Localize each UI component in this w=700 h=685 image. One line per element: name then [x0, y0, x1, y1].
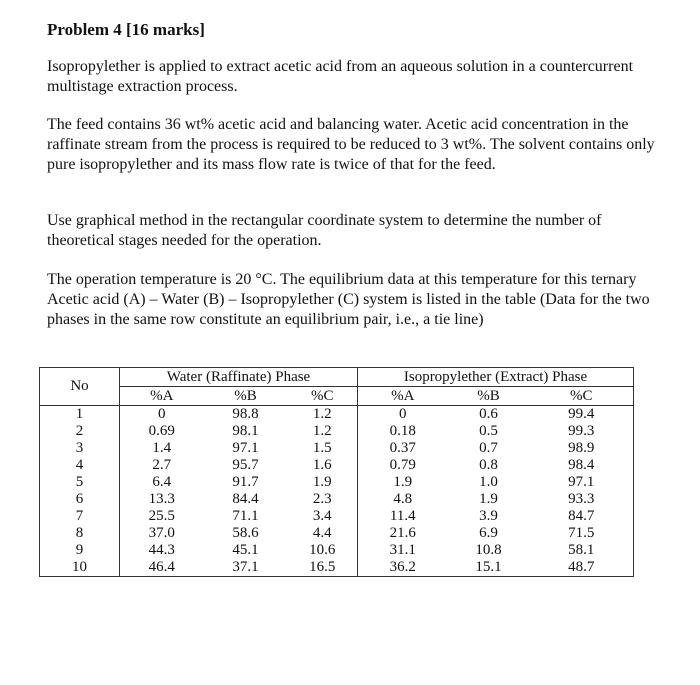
no-header: No — [40, 368, 120, 406]
intro-paragraph: Isopropylether is applied to extract acetic acid from an aqueous solution in a countercurrent multistage extraction process. — [47, 58, 634, 95]
table-cell: 1.6 — [288, 457, 358, 474]
table-cell: 6.4 — [152, 474, 172, 490]
table-cell: 11.4 — [389, 508, 416, 524]
subheader-extract-c: %C — [530, 387, 634, 406]
subheader-raffinate-c: %C — [288, 387, 358, 406]
table-cell: 97.1 — [232, 440, 259, 456]
row-number-cell: 6 — [40, 491, 120, 508]
table-cell: 36.2 — [358, 559, 448, 577]
table-cell: 58.6 — [232, 525, 259, 541]
table-cell: 37.0 — [148, 525, 175, 541]
table-cell: 1.2 — [288, 406, 358, 424]
table-cell: 1.9 — [479, 491, 498, 507]
table-row — [40, 491, 634, 508]
table-cell: 98.9 — [530, 440, 634, 457]
table-cell: 99.4 — [530, 406, 634, 424]
table-row — [40, 457, 634, 474]
table-cell: 95.7 — [232, 457, 259, 473]
table-cell: 97.1 — [530, 474, 634, 491]
table-cell: 46.4 — [120, 559, 204, 577]
table-cell: 98.4 — [530, 457, 634, 474]
table-cell: 1.2 — [288, 423, 358, 440]
table-cell: 98.8 — [232, 406, 259, 422]
table-cell: 6.9 — [479, 525, 498, 541]
table-cell: 0 — [158, 406, 166, 422]
table-row — [40, 559, 634, 577]
table-cell: 91.7 — [232, 474, 259, 490]
table-cell: 25.5 — [148, 508, 175, 524]
row-number-cell: 4 — [40, 457, 120, 474]
table-cell: 48.7 — [530, 559, 634, 577]
table-cell: 10.6 — [288, 542, 358, 559]
table-row — [40, 423, 634, 440]
table-row — [40, 542, 634, 559]
table-cell: 31.1 — [389, 542, 416, 558]
row-number-cell: 9 — [40, 542, 120, 559]
table-cell: 0.37 — [389, 440, 416, 456]
subheader-extract-b: %B — [448, 387, 530, 406]
table-cell: 1.4 — [152, 440, 172, 456]
row-number-cell: 10 — [40, 559, 120, 577]
table-cell: 93.3 — [530, 491, 634, 508]
table-body — [40, 406, 634, 577]
table-cell: 0.69 — [148, 423, 175, 439]
equilibrium-paragraph: The operation temperature is 20 °C. The equilibrium data at this temperature for this ternary Acetic acid (A) – Water (B) – Isopropylether (C) system is listed in the table (Data for the two phases in the same row constitute an equilibrium pair, i.e., a tie line) — [47, 271, 650, 328]
table-cell: 2.3 — [288, 491, 358, 508]
table-cell: 1.9 — [288, 474, 358, 491]
table-cell: 21.6 — [389, 525, 416, 541]
table-cell: 84.4 — [232, 491, 259, 507]
subheader-raffinate-a: %A — [120, 387, 204, 406]
row-number-cell: 3 — [40, 440, 120, 457]
table-cell: 0.18 — [389, 423, 416, 439]
table-cell: 71.5 — [530, 525, 634, 542]
table-cell: 0.5 — [479, 423, 498, 439]
feed-paragraph: The feed contains 36 wt% acetic acid and balancing water. Acetic acid concentration in the raffinate stream from the process is required to be reduced to 3 wt%. The solvent contains only pure isopropylether and its mass flow rate is twice of that for the feed. — [47, 116, 655, 173]
extract-phase-header: Isopropylether (Extract) Phase — [358, 368, 634, 387]
table-cell: 0.7 — [479, 440, 498, 456]
row-number-cell: 8 — [40, 525, 120, 542]
problem-title: Problem 4 [16 marks] — [47, 20, 205, 39]
table-cell: 13.3 — [148, 491, 175, 507]
table-cell: 58.1 — [530, 542, 634, 559]
table-cell: 16.5 — [288, 559, 358, 577]
table-cell: 15.1 — [448, 559, 530, 577]
table-cell: 1.0 — [479, 474, 498, 490]
table-cell: 2.7 — [152, 457, 172, 473]
subheader-raffinate-b: %B — [204, 387, 288, 406]
table-row — [40, 440, 634, 457]
table-cell: 4.4 — [288, 525, 358, 542]
equilibrium-table — [39, 367, 634, 577]
table-cell: 3.4 — [288, 508, 358, 525]
table-cell: 71.1 — [232, 508, 259, 524]
table-cell: 99.3 — [530, 423, 634, 440]
table-cell: 0.6 — [479, 406, 498, 422]
raffinate-phase-header: Water (Raffinate) Phase — [120, 368, 358, 387]
row-number-cell: 2 — [40, 423, 120, 440]
table-cell: 1.5 — [288, 440, 358, 457]
table-row — [40, 508, 634, 525]
table-cell: 0.8 — [479, 457, 498, 473]
table-cell: 45.1 — [232, 542, 259, 558]
table-row — [40, 406, 634, 424]
table-cell: 98.1 — [232, 423, 259, 439]
row-number-cell: 5 — [40, 474, 120, 491]
table-cell: 4.8 — [393, 491, 413, 507]
table-cell: 1.9 — [393, 474, 413, 490]
subheader-extract-a: %A — [358, 387, 448, 406]
method-paragraph: Use graphical method in the rectangular coordinate system to determine the number of theoretical stages needed for the operation. — [47, 212, 602, 249]
table-row — [40, 474, 634, 491]
table-cell: 0.79 — [389, 457, 416, 473]
table-cell: 3.9 — [479, 508, 498, 524]
table-row — [40, 525, 634, 542]
table-cell: 37.1 — [204, 559, 288, 577]
table-cell: 0 — [399, 406, 407, 422]
row-number-cell: 7 — [40, 508, 120, 525]
row-number-cell: 1 — [40, 406, 120, 424]
problem-document — [47, 16, 667, 575]
table-cell: 44.3 — [148, 542, 175, 558]
table-cell: 84.7 — [530, 508, 634, 525]
table-cell: 10.8 — [475, 542, 502, 558]
